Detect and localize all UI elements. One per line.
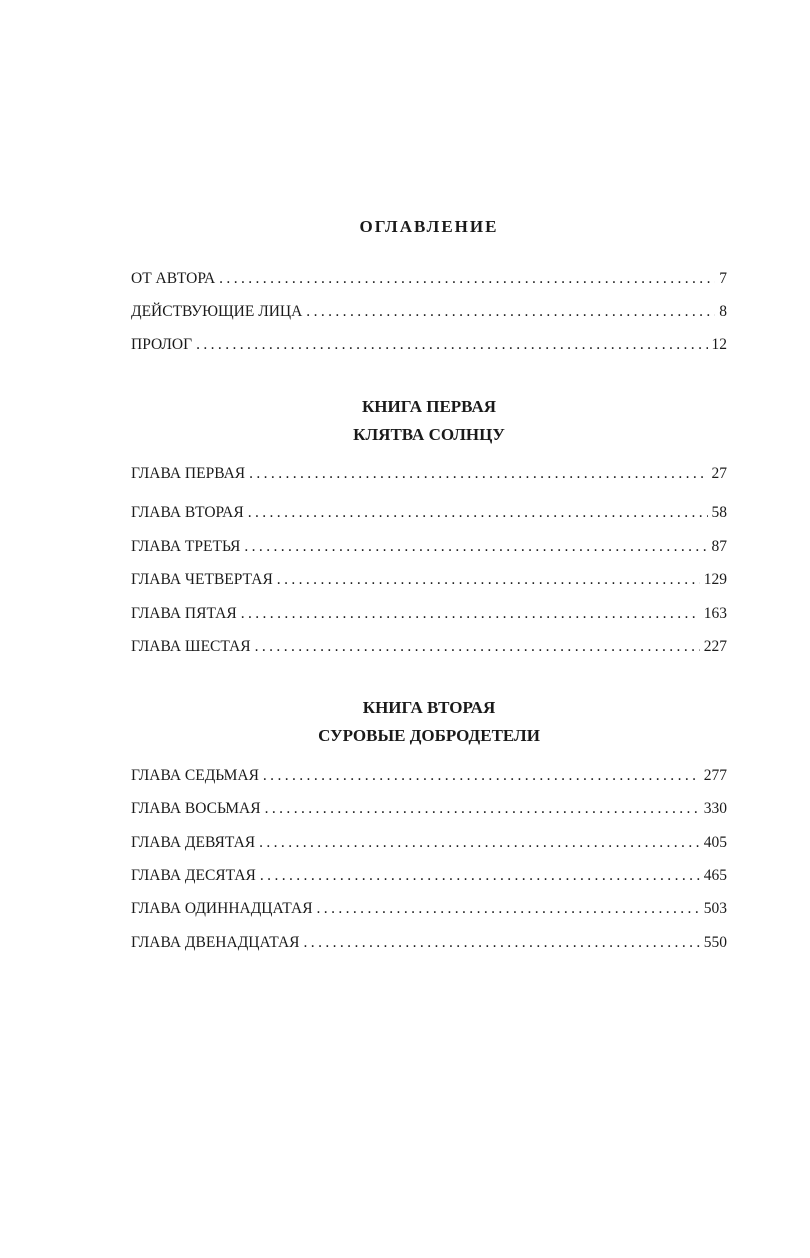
dot-leader <box>244 537 707 557</box>
toc-entry <box>131 866 727 886</box>
entry-page: 12 <box>711 336 727 353</box>
entry-label: ГЛАВА ТРЕТЬЯ <box>131 538 241 555</box>
toc-entry <box>131 537 727 557</box>
dot-leader <box>263 766 700 786</box>
entry-label: ГЛАВА СЕДЬМАЯ <box>131 767 259 784</box>
entry-label: ГЛАВА ВОСЬМАЯ <box>131 800 261 817</box>
entry-label: ГЛАВА ДВЕНАДЦАТАЯ <box>131 934 300 951</box>
dot-leader <box>248 503 708 523</box>
page-title: ОГЛАВЛЕНИЕ <box>359 217 499 236</box>
toc-entry <box>131 269 727 289</box>
entry-page: 405 <box>703 834 727 851</box>
dot-leader <box>196 335 707 355</box>
toc-entry <box>131 570 727 590</box>
dot-leader <box>260 866 700 886</box>
entry-page: 7 <box>719 270 727 287</box>
entry-page: 465 <box>703 867 727 884</box>
entry-label: ДЕЙСТВУЮЩИЕ ЛИЦА <box>131 303 303 320</box>
toc-entry <box>131 899 727 919</box>
entry-page: 227 <box>703 638 727 655</box>
entry-page: 87 <box>711 538 727 555</box>
dot-leader <box>317 899 700 919</box>
toc-entry <box>131 933 727 953</box>
entry-label: ПРОЛОГ <box>131 336 193 353</box>
entry-page: 503 <box>703 900 727 917</box>
entry-page: 129 <box>703 571 727 588</box>
dot-leader <box>304 933 700 953</box>
toc-entry <box>131 503 727 523</box>
toc-entry <box>131 464 727 484</box>
entry-label: ГЛАВА ПЕРВАЯ <box>131 465 246 482</box>
toc-entry <box>131 799 727 819</box>
entry-page: 27 <box>711 465 727 482</box>
dot-leader <box>259 833 700 853</box>
book-two-subtitle: СУРОВЫЕ ДОБРОДЕТЕЛИ <box>318 726 540 745</box>
entry-label: ГЛАВА ДЕВЯТАЯ <box>131 834 256 851</box>
dot-leader <box>277 570 700 590</box>
entry-label: ГЛАВА ВТОРАЯ <box>131 504 244 521</box>
entry-label: ГЛАВА ОДИННАДЦАТАЯ <box>131 900 313 917</box>
entry-label: ГЛАВА ШЕСТАЯ <box>131 638 251 655</box>
entry-page: 8 <box>719 303 727 320</box>
toc-entry <box>131 302 727 322</box>
dot-leader <box>241 604 700 624</box>
entry-label: ГЛАВА ДЕСЯТАЯ <box>131 867 256 884</box>
dot-leader <box>255 637 700 657</box>
toc-entry <box>131 833 727 853</box>
toc-entry <box>131 604 727 624</box>
entry-page: 330 <box>703 800 727 817</box>
entry-page: 277 <box>703 767 727 784</box>
entry-label: ГЛАВА ПЯТАЯ <box>131 605 237 622</box>
dot-leader <box>306 302 715 322</box>
entry-page: 58 <box>711 504 727 521</box>
entry-label: ОТ АВТОРА <box>131 270 216 287</box>
entry-page: 163 <box>703 605 727 622</box>
dot-leader <box>249 464 707 484</box>
book-two-heading: КНИГА ВТОРАЯ <box>362 698 496 717</box>
toc-entry <box>131 766 727 786</box>
entry-label: ГЛАВА ЧЕТВЕРТАЯ <box>131 571 273 588</box>
book-one-heading: КНИГА ПЕРВАЯ <box>361 397 497 416</box>
toc-entry <box>131 637 727 657</box>
book-one-subtitle: КЛЯТВА СОЛНЦУ <box>353 425 505 444</box>
entry-page: 550 <box>703 934 727 951</box>
dot-leader <box>265 799 700 819</box>
dot-leader <box>219 269 715 289</box>
toc-entry <box>131 335 727 355</box>
